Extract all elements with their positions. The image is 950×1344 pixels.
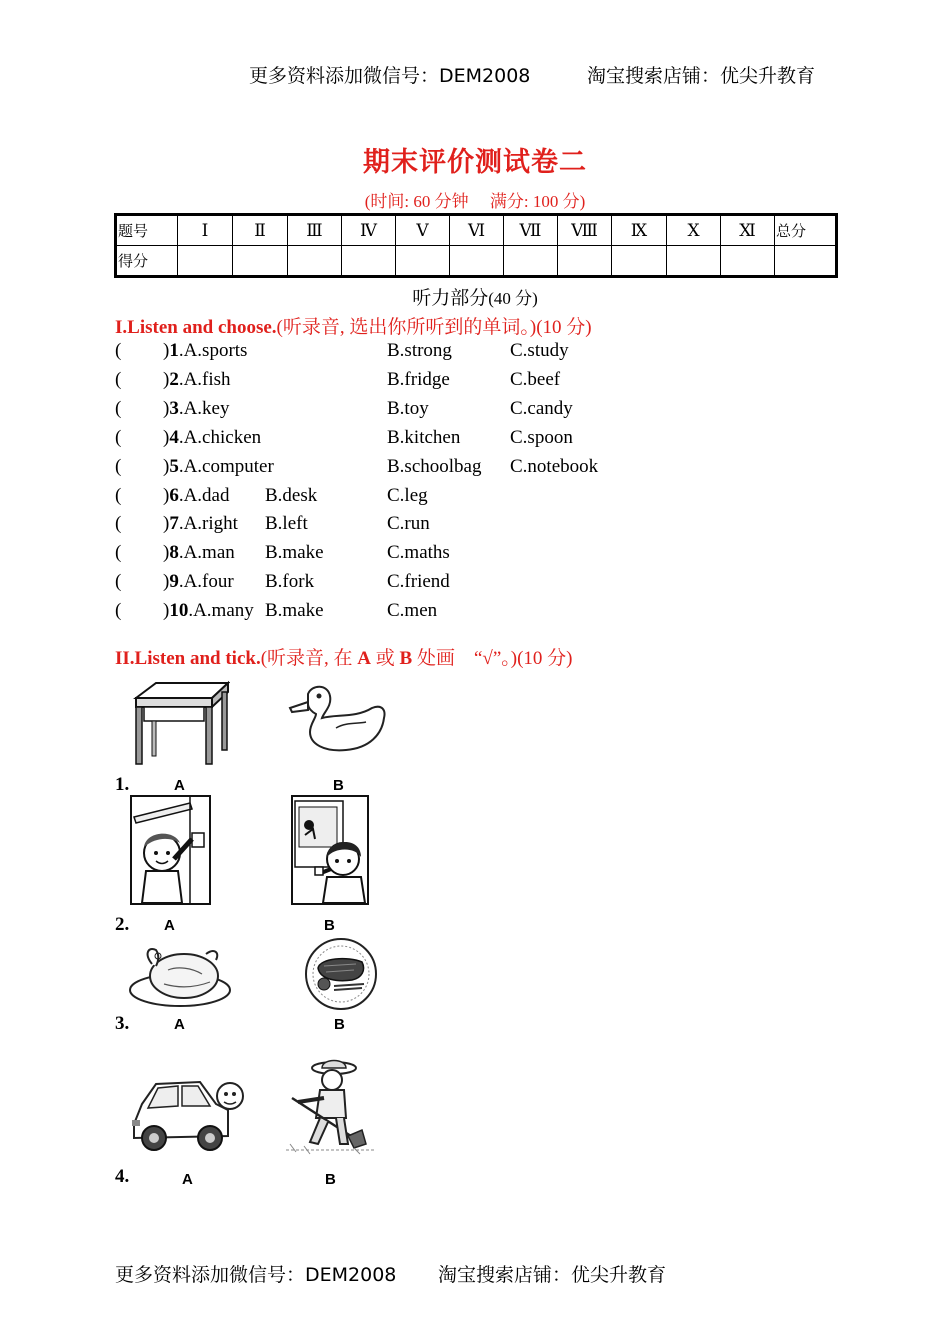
question-number: 8 <box>169 542 179 563</box>
score-table-header-row <box>116 215 837 246</box>
option-b: B.desk <box>265 485 318 506</box>
option-label-b[interactable]: B <box>325 1171 336 1188</box>
man-digging-picture[interactable] <box>284 1058 376 1158</box>
answer-blank-close: ) <box>163 456 170 477</box>
option-label-b[interactable]: B <box>324 917 335 934</box>
question-number: 1 <box>169 340 179 361</box>
option-a: .A.chicken <box>178 427 262 448</box>
question-stem <box>163 398 229 420</box>
chicken-picture[interactable] <box>128 940 232 1008</box>
footer-shop: 淘宝搜索店铺：优尖升教育 <box>438 1264 667 1286</box>
score-col: Ⅳ <box>342 215 396 246</box>
option-b: B.make <box>265 600 324 621</box>
score-table <box>114 213 838 278</box>
section2-instruction-post: 处画 “√”。)(10 分) <box>412 648 573 669</box>
option-c: C.candy <box>510 398 573 419</box>
header-wechat: 更多资料添加微信号：DEM2008 <box>249 65 531 87</box>
answer-blank-open[interactable]: ( <box>115 485 122 506</box>
score-cell[interactable] <box>775 246 837 277</box>
score-table-label: 题号 <box>116 215 178 246</box>
section2-title: Listen and tick. <box>134 648 261 669</box>
answer-blank-open[interactable]: ( <box>115 456 122 477</box>
score-cell[interactable] <box>396 246 450 277</box>
answer-blank-close: ) <box>163 369 170 390</box>
score-table-score-row <box>116 246 837 277</box>
header-shop: 淘宝搜索店铺：优尖升教育 <box>587 65 816 87</box>
score-cell[interactable] <box>288 246 342 277</box>
question-number: 4 <box>169 427 179 448</box>
item-number: 3. <box>115 1013 130 1034</box>
question-stem <box>163 542 235 564</box>
score-cell[interactable] <box>721 246 775 277</box>
question-number: 3 <box>169 398 179 419</box>
duck-picture[interactable] <box>286 684 388 754</box>
score-col: Ⅺ <box>721 215 775 246</box>
score-col: Ⅶ <box>504 215 558 246</box>
score-row-label: 得分 <box>116 246 178 277</box>
option-b: B.left <box>265 513 308 534</box>
desk-picture[interactable] <box>128 680 230 766</box>
part-heading <box>0 283 950 310</box>
option-label-b[interactable]: B <box>333 777 344 794</box>
question-stem <box>163 600 254 622</box>
option-b: B.kitchen <box>387 427 461 448</box>
section2-instruction-pre: (听录音, 在 <box>260 648 358 669</box>
option-c: C.spoon <box>510 427 573 448</box>
footer-wechat: 更多资料添加微信号：DEM2008 <box>115 1264 397 1286</box>
option-c: C.notebook <box>510 456 599 477</box>
answer-blank-close: ) <box>163 542 170 563</box>
score-cell[interactable] <box>178 246 233 277</box>
option-label-a[interactable]: A <box>164 917 175 934</box>
question-number: 7 <box>169 513 179 534</box>
option-c: C.friend <box>387 571 450 592</box>
option-a: .A.sports <box>178 340 248 361</box>
answer-blank-open[interactable]: ( <box>115 427 122 448</box>
answer-blank-open[interactable]: ( <box>115 340 122 361</box>
option-a: .A.right <box>178 513 238 534</box>
score-col: Ⅵ <box>450 215 504 246</box>
question-stem <box>163 485 229 507</box>
score-cell[interactable] <box>504 246 558 277</box>
answer-blank-open[interactable]: ( <box>115 513 122 534</box>
answer-blank-open[interactable]: ( <box>115 542 122 563</box>
question-stem <box>163 340 247 362</box>
question-stem <box>163 456 274 478</box>
question-stem <box>163 571 234 593</box>
question-number: 2 <box>169 369 179 390</box>
option-c: C.maths <box>387 542 450 563</box>
question-number: 9 <box>169 571 179 592</box>
page-title: 期末评价测试卷二 <box>363 147 587 178</box>
option-label-a[interactable]: A <box>174 777 185 794</box>
score-cell[interactable] <box>233 246 288 277</box>
section1-numeral: I. <box>115 317 128 338</box>
question-number: 5 <box>169 456 179 477</box>
answer-blank-close: ) <box>163 513 170 534</box>
section2-bold-a: A <box>357 648 372 669</box>
option-label-b[interactable]: B <box>334 1016 345 1033</box>
section2-numeral: II. <box>115 648 135 669</box>
answer-blank-open[interactable]: ( <box>115 398 122 419</box>
answer-blank-close: ) <box>163 427 170 448</box>
option-b: B.toy <box>387 398 429 419</box>
answer-blank-open[interactable]: ( <box>115 369 122 390</box>
answer-blank-close: ) <box>163 600 170 621</box>
answer-blank-close: ) <box>163 398 170 419</box>
question-number: 6 <box>169 485 179 506</box>
score-col: Ⅴ <box>396 215 450 246</box>
section1-header <box>115 312 592 339</box>
score-cell[interactable] <box>450 246 504 277</box>
section2-header <box>115 643 573 670</box>
score-cell[interactable] <box>342 246 396 277</box>
option-b: B.strong <box>387 340 452 361</box>
option-b: B.fridge <box>387 369 450 390</box>
item-number: 4. <box>115 1166 130 1187</box>
option-c: C.study <box>510 340 569 361</box>
girl-tv-picture[interactable] <box>291 795 369 905</box>
option-a: .A.man <box>178 542 235 563</box>
option-a: .A.fish <box>178 369 231 390</box>
option-a: .A.dad <box>178 485 230 506</box>
score-total-label: 总分 <box>775 215 837 246</box>
question-stem <box>163 369 231 391</box>
option-a: .A.four <box>178 571 234 592</box>
item-number: 2. <box>115 914 130 935</box>
question-number: 10 <box>169 600 189 621</box>
option-c: C.run <box>387 513 430 534</box>
option-c: C.beef <box>510 369 561 390</box>
answer-blank-open[interactable]: ( <box>115 571 122 592</box>
answer-blank-close: ) <box>163 340 170 361</box>
option-c: C.men <box>387 600 438 621</box>
section2-bold-b: B <box>399 648 413 669</box>
page-subtitle: (时间: 60 分钟 满分: 100 分) <box>364 192 586 211</box>
section1-title: Listen and choose. <box>127 317 277 338</box>
option-b: B.schoolbag <box>387 456 482 477</box>
answer-blank-open[interactable]: ( <box>115 600 122 621</box>
section1-instruction: (听录音, 选出你所听到的单词。)(10 分) <box>276 317 592 338</box>
option-c: C.leg <box>387 485 428 506</box>
steak-picture[interactable] <box>304 938 378 1010</box>
score-cell[interactable] <box>667 246 721 277</box>
option-b: B.make <box>265 542 324 563</box>
section2-instruction-mid: 或 <box>371 648 400 669</box>
score-col: Ⅰ <box>178 215 233 246</box>
boy-switch-picture[interactable] <box>130 795 211 905</box>
score-col: Ⅱ <box>233 215 288 246</box>
option-b: B.fork <box>265 571 315 592</box>
score-col: Ⅹ <box>667 215 721 246</box>
car-picture[interactable] <box>130 1074 246 1158</box>
option-label-a[interactable]: A <box>182 1171 193 1188</box>
question-stem <box>163 427 261 449</box>
part-heading-score: (40 分) <box>488 289 538 308</box>
question-stem <box>163 513 238 535</box>
score-cell[interactable] <box>558 246 612 277</box>
score-col: Ⅲ <box>288 215 342 246</box>
score-col: Ⅷ <box>558 215 612 246</box>
answer-blank-close: ) <box>163 571 170 592</box>
option-label-a[interactable]: A <box>174 1016 185 1033</box>
item-number: 1. <box>115 774 130 795</box>
option-a: .A.key <box>178 398 230 419</box>
option-a: .A.computer <box>178 456 274 477</box>
answer-blank-close: ) <box>163 485 170 506</box>
score-cell[interactable] <box>612 246 667 277</box>
part-heading-text: 听力部分 <box>412 287 489 309</box>
score-col: Ⅸ <box>612 215 667 246</box>
option-a: .A.many <box>188 600 254 621</box>
